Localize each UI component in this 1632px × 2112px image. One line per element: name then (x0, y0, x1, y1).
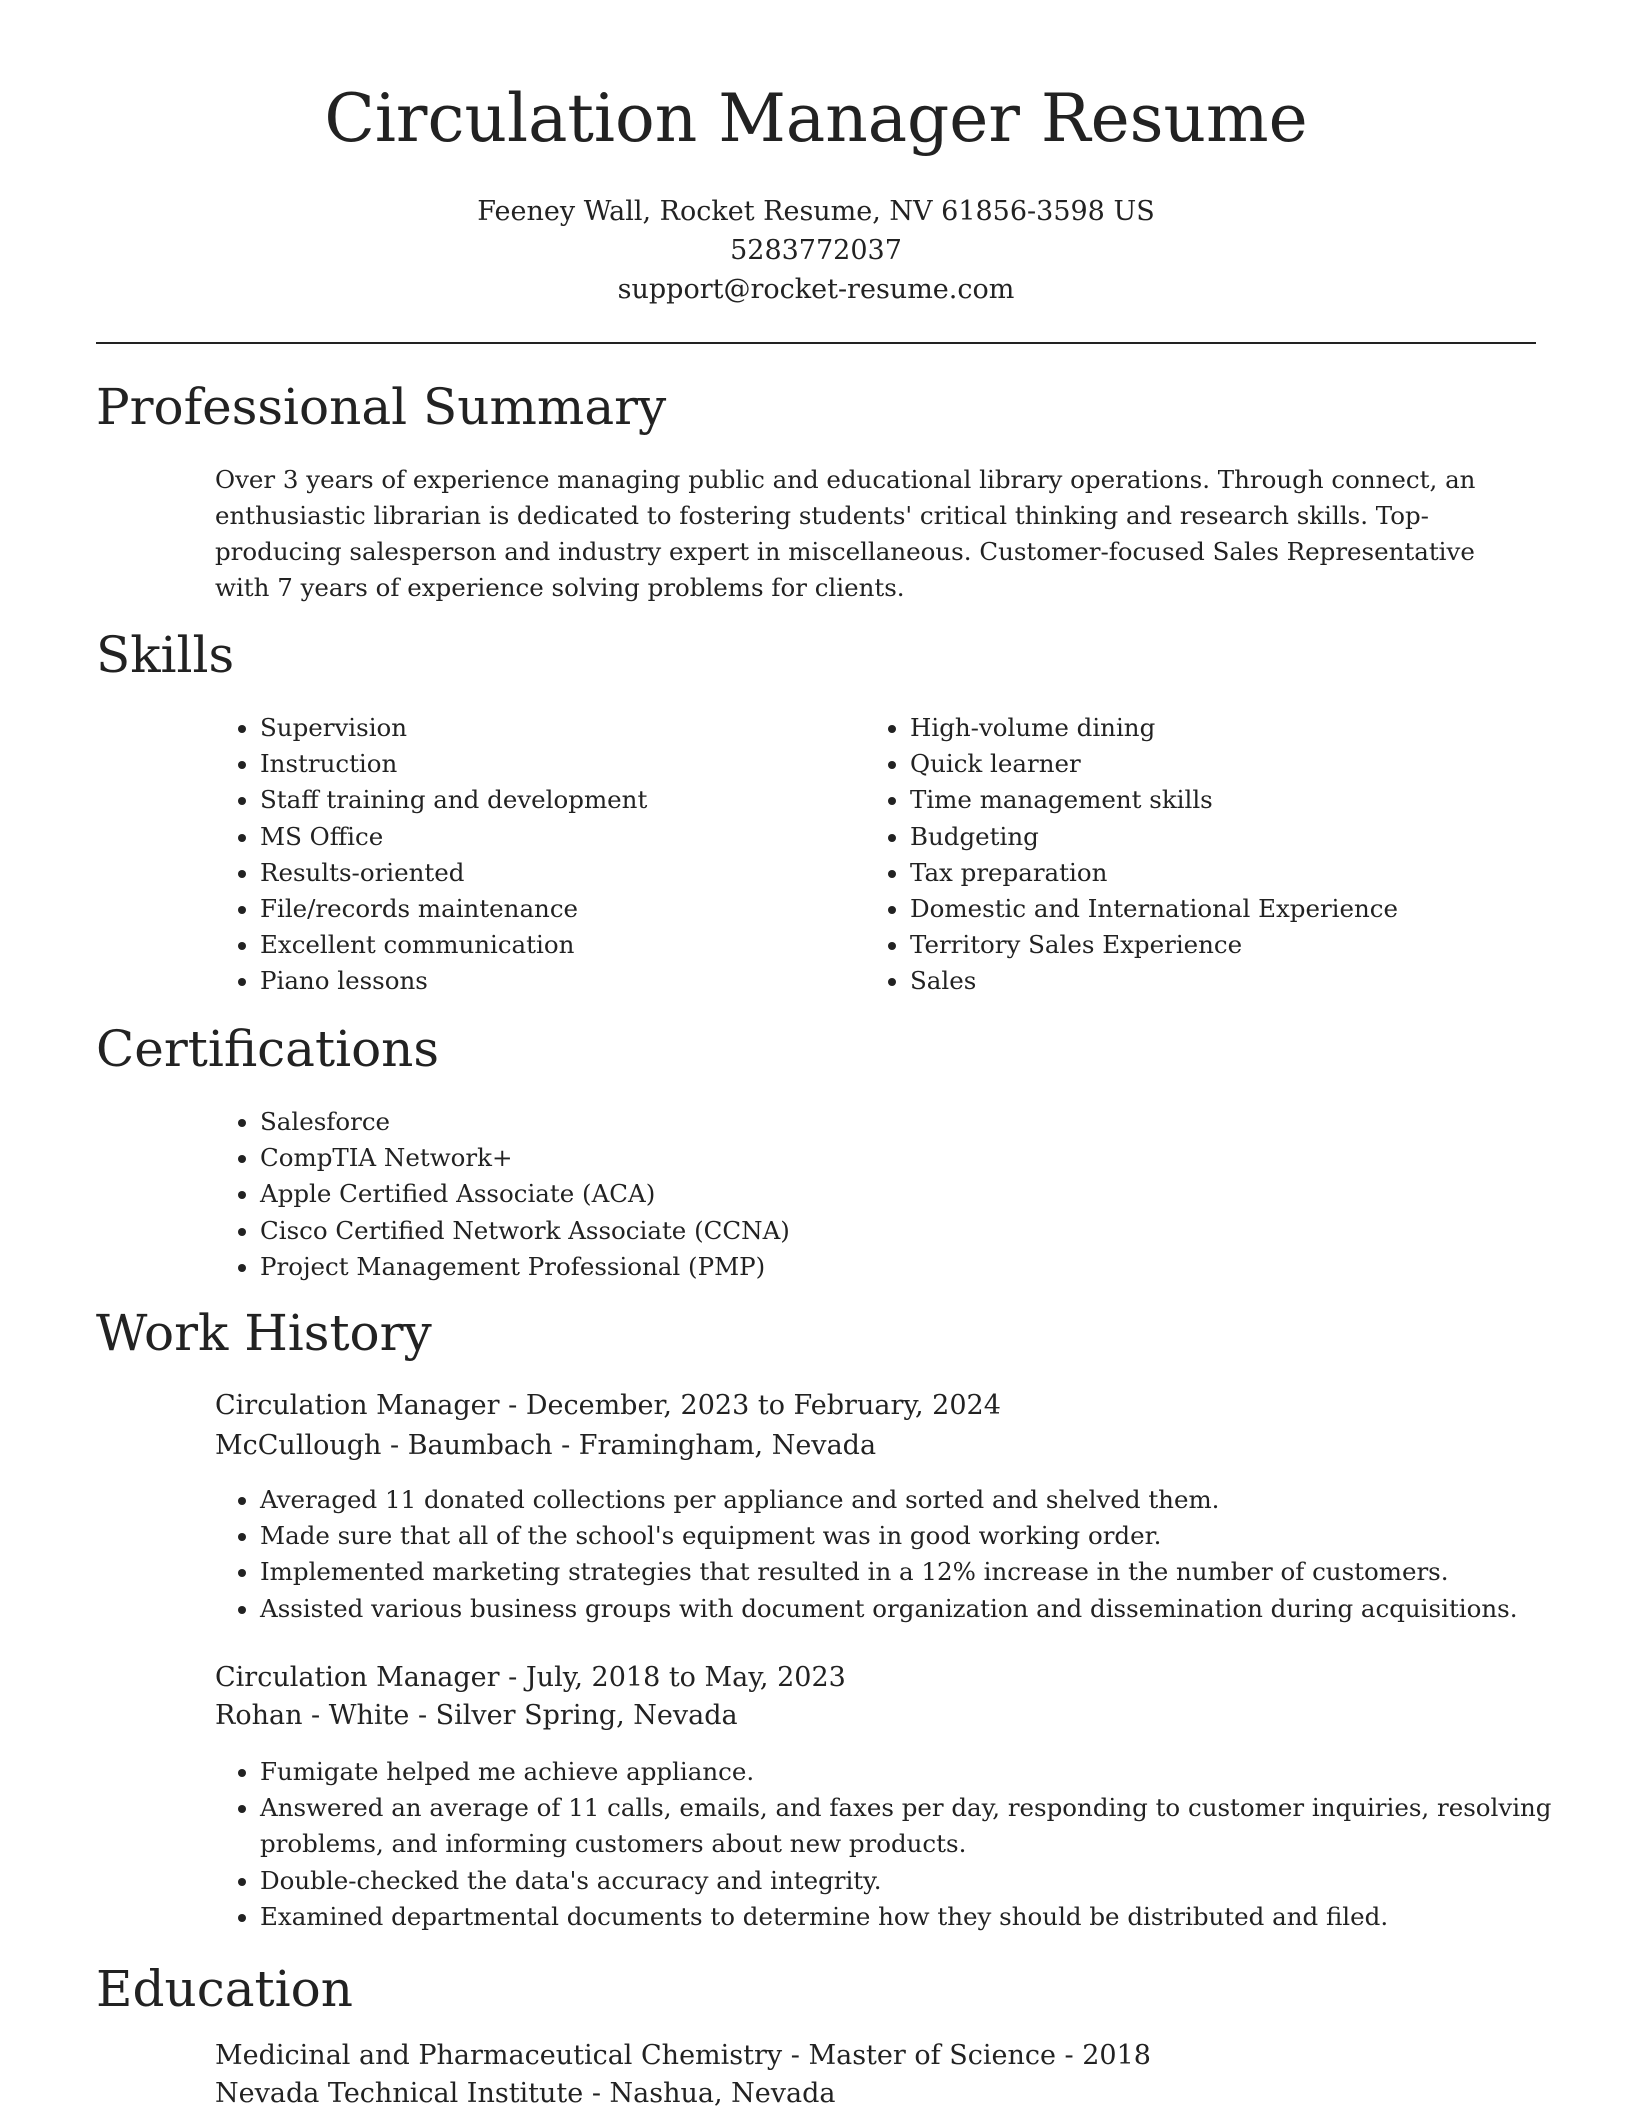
skill-item: • Budgeting (910, 819, 1550, 855)
certifications-list (215, 1104, 1360, 1285)
job-bullet: • Made sure that all of the school's equipment was in good working order. (260, 1518, 1590, 1554)
job-bullet: • Answered an average of 11 calls, emails, and faxes per day, responding to customer inquiries, resolving problems, and informing customers about new products. (260, 1790, 1560, 1862)
job-bullet: • Averaged 11 donated collections per appliance and sorted and shelved them. (260, 1482, 1590, 1518)
skill-item: • Territory Sales Experience (910, 927, 1550, 963)
skill-item: • Supervision (260, 710, 820, 746)
education-degree: - Master of Science - 2018 (782, 2040, 1151, 2071)
certification-item: • Salesforce (260, 1104, 1360, 1140)
job-company: McCullough - Baumbach (215, 1430, 553, 1461)
skill-item: • Instruction (260, 746, 820, 782)
education-degree-line (215, 2040, 1151, 2071)
skill-item: • Domestic and International Experience (910, 891, 1550, 927)
skill-item: • Staff training and development (260, 782, 820, 818)
contact-email: support@rocket-resume.com (617, 274, 1015, 305)
job-title-line (215, 1662, 846, 1693)
certification-item: • Project Management Professional (PMP) (260, 1249, 1360, 1285)
skill-item: • High-volume dining (910, 710, 1550, 746)
resume-title: Circulation Manager Resume (324, 80, 1308, 157)
skill-item: • Quick learner (910, 746, 1550, 782)
skills-heading: Skills (96, 626, 235, 684)
education-school-line (215, 2078, 836, 2109)
header-divider (96, 342, 1536, 344)
skill-item: • Tax preparation (910, 855, 1550, 891)
job-bullet: • Examined departmental documents to determine how they should be distributed and filed. (260, 1899, 1560, 1935)
job-title-line (215, 1390, 1001, 1421)
job-title: Circulation Manager (215, 1390, 500, 1421)
education-location: - Nashua, Nevada (583, 2078, 836, 2109)
skills-list-left (215, 710, 820, 1000)
job-bullet: • Double-checked the data's accuracy and integrity. (260, 1863, 1560, 1899)
certification-item: • CompTIA Network+ (260, 1140, 1360, 1176)
contact-phone: 5283772037 (730, 235, 902, 266)
contact-info (0, 192, 1632, 309)
job-bullet: • Fumigate helped me achieve appliance. (260, 1754, 1560, 1790)
job-title: Circulation Manager (215, 1662, 500, 1693)
skill-item: • Piano lessons (260, 963, 820, 999)
certification-item: • Apple Certified Associate (ACA) (260, 1176, 1360, 1212)
job-bullets (215, 1754, 1560, 1935)
job-bullets (215, 1482, 1590, 1627)
skill-item: • Time management skills (910, 782, 1550, 818)
job-org-line (215, 1430, 876, 1461)
education-heading: Education (96, 1960, 353, 2018)
skill-item: • MS Office (260, 819, 820, 855)
job-bullet: • Assisted various business groups with document organization and dissemination during acquisitions. (260, 1591, 1590, 1627)
work-history-heading: Work History (96, 1304, 432, 1362)
job-location: - Framingham, Nevada (552, 1430, 877, 1461)
contact-address: Feeney Wall, Rocket Resume, NV 61856-3598 US (477, 196, 1155, 227)
education-school: Nevada Technical Institute (215, 2078, 584, 2109)
skill-item: • Sales (910, 963, 1550, 999)
job-dates: - July, 2018 to May, 2023 (499, 1662, 846, 1693)
summary-heading: Professional Summary (96, 378, 667, 436)
skill-item: • File/records maintenance (260, 891, 820, 927)
certification-item: • Cisco Certified Network Associate (CCNA) (260, 1213, 1360, 1249)
certifications-heading: Certifications (96, 1020, 440, 1078)
job-location: - Silver Spring, Nevada (409, 1700, 738, 1731)
job-org-line (215, 1700, 738, 1731)
job-bullet: • Implemented marketing strategies that resulted in a 12% increase in the number of customers. (260, 1554, 1590, 1590)
job-company: Rohan - White (215, 1700, 410, 1731)
job-dates: - December, 2023 to February, 2024 (499, 1390, 1001, 1421)
skill-item: • Results-oriented (260, 855, 820, 891)
education-field: Medicinal and Pharmaceutical Chemistry (215, 2040, 783, 2071)
summary-text: Over 3 years of experience managing public and educational library operations. Through connect, an enthusiastic librarian is dedicated to fostering students' critical thinking and research skills. Top-producing salesperson and industry expert in miscellaneous. Customer-focused Sales Representative with 7 years of experience solving problems for clients. (215, 465, 1476, 602)
skills-list-right (865, 710, 1550, 1000)
skill-item: • Excellent communication (260, 927, 820, 963)
